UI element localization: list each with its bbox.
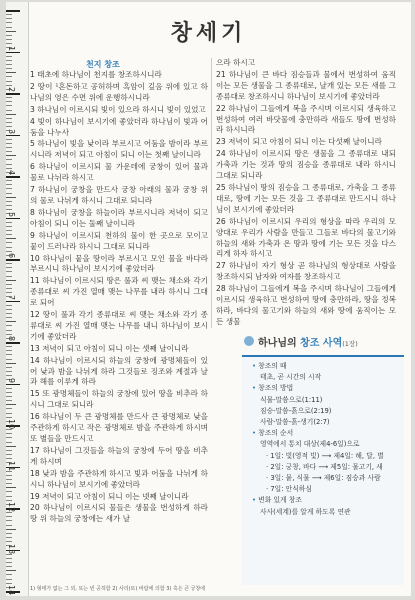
info-box-line: · 2일: 궁창, 바다 ⟶ 제5일: 물고기, 새	[266, 462, 383, 471]
ruler-tick	[6, 218, 20, 220]
verse-paragraph: 28 하나님이 그들에게 복을 주시며 하나님이 그들에게 이르시되 생육하고 번성하여 땅에 충만하라, 땅을 정복하라, 바다의 물고기와 하늘의 새와 땅에 움직이는 모든 생물	[216, 284, 396, 326]
ruler-tick	[6, 450, 12, 451]
ruler-tick	[6, 301, 20, 303]
ruler-tick	[6, 388, 12, 389]
ruler-tick	[6, 267, 12, 268]
info-box-line: 짐승-말씀-흙으로(2:19)	[260, 406, 332, 415]
ruler-tick	[6, 475, 12, 476]
info-box-line: • 창조의 때	[250, 361, 400, 372]
ruler-tick	[6, 238, 16, 239]
ruler-tick	[6, 263, 12, 264]
ruler-number: 10	[7, 419, 16, 430]
ruler-tick	[6, 176, 20, 178]
ruler-tick	[6, 197, 16, 198]
ruler-tick	[6, 93, 20, 95]
ruler-tick	[6, 305, 12, 306]
ruler-tick	[6, 313, 12, 314]
ruler-tick	[6, 168, 12, 169]
column-divider	[211, 58, 212, 328]
ruler-tick	[6, 558, 12, 559]
ruler-tick	[6, 110, 12, 111]
ruler-tick	[6, 516, 12, 517]
bullet-circle-icon	[244, 336, 254, 346]
ruler-number: 5	[7, 211, 16, 217]
info-box-title-prefix: 하나님의	[258, 338, 301, 349]
ruler-tick	[6, 184, 12, 185]
info-box-line: 사람-말씀-흙-생기(2:7)	[260, 418, 330, 427]
ruler-tick	[6, 442, 12, 443]
info-box-line: • 창조의 순서	[250, 428, 400, 439]
ruler-number: 9	[7, 377, 16, 383]
info-box-line: 식물-말씀으로(1:11)	[260, 395, 323, 404]
right-column	[216, 58, 396, 329]
ruler-tick	[6, 52, 20, 54]
ruler-tick	[6, 487, 16, 488]
verse-paragraph: 13 저녁이 되고 아침이 되니 이는 셋째 날이니라	[30, 343, 189, 353]
ruler-tick	[6, 404, 16, 405]
ruler-tick	[6, 242, 12, 243]
info-box-line: • 창조의 방법	[250, 383, 400, 394]
section-heading: 천지 창조	[86, 60, 120, 69]
ruler-tick	[6, 85, 12, 86]
ruler-tick	[6, 10, 20, 12]
verse-paragraph: 25 하나님이 땅의 짐승을 그 종류대로, 가축을 그 종류대로, 땅에 기는 모든 것을 그 종류대로 만드시니 하나님이 보시기에 좋았더라	[216, 182, 396, 214]
verse-paragraph: 24 하나님이 이르시되 땅은 생물을 그 종류대로 내되 가축과 기는 것과 땅의 짐승을 종류대로 내라 하시니 그대로 되니라	[216, 149, 396, 181]
info-box-title-highlight: 창조 사역	[300, 338, 343, 349]
ruler-tick	[6, 325, 12, 326]
ruler-tick	[6, 537, 12, 538]
ruler-tick	[6, 350, 12, 351]
ruler-tick	[6, 454, 12, 455]
ruler-tick	[6, 147, 12, 148]
verse-paragraph: 1 태초에 하나님이 천지를 창조하시니라	[30, 70, 162, 79]
ruler-tick	[6, 101, 12, 102]
verse-paragraph: 14 하나님이 이르시되 하늘의 궁창에 광명체들이 있어 낮과 밤을 나뉘게 하라 그것들로 징조와 계절과 날과 해를 이루게 하라	[30, 355, 208, 387]
ruler-tick	[6, 135, 20, 137]
ruler-tick	[6, 520, 12, 521]
ruler-tick	[6, 143, 12, 144]
info-box-line: · 1일: 빛(영적 빛) ⟶ 제4일: 해, 달, 별	[266, 451, 384, 460]
ruler-tick	[6, 417, 12, 418]
ruler-number: 2	[7, 87, 16, 93]
ruler-tick	[6, 433, 12, 434]
ruler-tick	[6, 525, 12, 526]
ruler-tick	[6, 359, 12, 360]
ruler-tick	[6, 384, 20, 386]
ruler-tick	[6, 583, 12, 584]
ruler-tick	[6, 371, 12, 372]
verse-paragraph: 26 하나님이 이르시되 우리의 형상을 따라 우리의 모양대로 우리가 사람을 만들고 그들로 바다의 물고기와 하늘의 새와 가축과 온 땅과 땅에 기는 모든 것을 다스리게 하자 하시고	[216, 216, 396, 259]
ruler-tick	[6, 496, 12, 497]
bible-page	[6, 2, 411, 596]
ruler-number: 3	[7, 128, 16, 134]
info-box-line: 사사(세계)를 알게 하도록 연관	[260, 507, 351, 516]
verse-paragraph: 18 낮과 밤을 주관하게 하시고 빛과 어둠을 나뉘게 하시니 하나님이 보시기에 좋았더라	[30, 468, 208, 489]
ruler-tick	[6, 483, 12, 484]
ruler-tick	[6, 533, 12, 534]
ruler-number: 6	[7, 253, 16, 259]
ruler-tick	[6, 159, 12, 160]
ruler-tick	[6, 276, 12, 277]
ruler-tick	[6, 479, 12, 480]
ruler-number: 13	[7, 543, 16, 554]
ruler-tick	[6, 458, 12, 459]
ruler-tick	[6, 68, 12, 69]
ruler-number: 1	[7, 45, 16, 51]
ruler-tick	[6, 201, 12, 202]
verse-paragraph: 27 하나님이 자기 형상 곧 하나님의 형상대로 사람을 창조하시되 남자와 여자를 창조하시고	[216, 261, 396, 282]
ruler-tick	[6, 429, 12, 430]
ruler-tick	[6, 400, 12, 401]
ruler-tick	[6, 105, 12, 106]
ruler-tick	[6, 271, 12, 272]
info-box-line: · 3일: 뭍, 식물 ⟶ 제6일: 짐승과 사람	[266, 474, 381, 483]
ruler-tick	[6, 247, 12, 248]
ruler-tick	[6, 81, 12, 82]
ruler-tick	[6, 64, 12, 65]
ruler-tick	[6, 413, 12, 414]
verse-paragraph: 11 하나님이 이르시되 땅은 풀과 씨 맺는 채소와 각기 종류대로 씨 가진 열매 맺는 나무를 내라 하시니 그대로 되어	[30, 276, 208, 308]
verse-paragraph: 16 하나님이 두 큰 광명체를 만드사 큰 광명체로 낮을 주관하게 하시고 작은 광명체로 밤을 주관하게 하시며 또 별들을 만드시고	[30, 412, 208, 443]
info-box-line: 태초, 곧 시간의 시작	[260, 373, 322, 382]
ruler-number: 11	[7, 460, 16, 471]
ruler-tick	[6, 375, 12, 376]
verse-paragraph: 21 하나님이 큰 바다 짐승들과 물에서 번성하여 움직이는 모든 생물을 그 종류대로, 날개 있는 모든 새를 그 종류대로 창조하시니 하나님이 보시기에 좋았더라	[216, 69, 396, 101]
info-box-line: 영역에서 통치 대상(제4-6일)으로	[260, 440, 360, 449]
info-box-title-ref: (1장)	[342, 340, 358, 348]
ruler-tick	[6, 122, 12, 123]
info-box-line: · 7일: 안식하심	[266, 485, 312, 494]
ruler-tick	[6, 180, 12, 181]
ruler-tick	[6, 408, 12, 409]
verse-paragraph: 23 저녁이 되고 아침이 되니 이는 다섯째 날이니라	[216, 137, 382, 147]
ruler-tick	[6, 437, 12, 438]
verse-paragraph: 2 땅이 ¹혼돈하고 공허하며 흑암이 깊음 위에 있고 하나님의 영은 수면 위에 운행하시니라	[30, 81, 208, 102]
ruler-tick	[6, 97, 12, 98]
ruler-tick	[6, 346, 12, 347]
ruler-tick	[6, 288, 12, 289]
verse-paragraph: 3 하나님이 이르시되 빛이 있으라 하시니 빛이 있었고	[30, 104, 206, 114]
ruler-tick	[6, 226, 12, 227]
ruler-tick	[6, 205, 12, 206]
ruler-tick	[6, 512, 12, 513]
ruler-tick	[6, 188, 12, 189]
ruler	[6, 2, 29, 596]
ruler-tick	[6, 367, 12, 368]
ruler-tick	[6, 222, 12, 223]
verse-paragraph: 9 하나님이 이르시되 천하의 물이 한 곳으로 모이고 뭍이 드러나라 하시니 그대로 되니라	[30, 230, 208, 251]
ruler-tick	[6, 126, 12, 127]
verse-paragraph: 5 하나님이 빛을 낮이라 부르시고 어둠을 밤이라 부르시니라 저녁이 되고 아침이 되니 이는 첫째 날이니라	[30, 139, 208, 160]
ruler-tick	[6, 396, 12, 397]
ruler-tick	[6, 579, 12, 580]
ruler-tick	[6, 342, 20, 344]
ruler-number: 14	[7, 585, 16, 596]
ruler-tick	[6, 60, 12, 61]
ruler-tick	[6, 155, 16, 156]
ruler-tick	[6, 139, 12, 140]
ruler-tick	[6, 280, 16, 281]
verse-paragraph: 4 빛이 하나님이 보시기에 좋았더라 하나님이 빛과 어둠을 나누사	[30, 116, 208, 137]
ruler-tick	[6, 72, 16, 73]
footnote: 1) 형태가 없는 그 외, 또는 빈 공허함 2) 사리(또) 바람에 의함 3) 혹은 큰 궁창에	[30, 586, 206, 592]
verse-paragraph: 12 땅이 풀과 각기 종류대로 씨 맺는 채소와 각기 종류대로 씨 가진 열매 맺는 나무를 내니 하나님이 보시기에 좋았더라	[30, 310, 208, 341]
ruler-number: 12	[7, 502, 16, 513]
verse-paragraph: 17 하나님이 그것들을 하늘의 궁창에 두어 땅을 비추게 하시며	[30, 445, 208, 466]
verse-paragraph: 20 하나님이 이르시되 물들은 생물을 번성하게 하라 땅 위 하늘의 궁창에는 새가 날	[30, 503, 208, 524]
ruler-tick	[6, 570, 16, 571]
ruler-tick	[6, 334, 12, 335]
creation-info-box	[242, 334, 404, 576]
ruler-tick	[6, 151, 12, 152]
info-box-line: • 변화 있게 창조	[250, 495, 400, 506]
book-title: 창세기	[170, 21, 247, 46]
ruler-tick	[6, 446, 16, 447]
verse-paragraph: 15 또 광명체들이 하늘의 궁창에 있어 땅을 비추라 하시니 그대로 되니라	[30, 389, 208, 410]
ruler-tick	[6, 284, 12, 285]
ruler-tick	[6, 562, 12, 563]
info-box-heading	[242, 334, 404, 349]
ruler-tick	[6, 491, 12, 492]
ruler-tick	[6, 529, 16, 530]
left-column	[30, 70, 208, 526]
ruler-tick	[6, 164, 12, 165]
ruler-tick	[6, 330, 12, 331]
verse-paragraph: 10 하나님이 뭍을 땅이라 부르시고 모인 물을 바다라 부르시니 하나님이 보시기에 좋았더라	[30, 253, 208, 274]
verse-paragraph: 8 하나님이 궁창을 하늘이라 부르시니라 저녁이 되고 아침이 되니 이는 둘째 날이니라	[30, 207, 208, 228]
verse-paragraph: 19 저녁이 되고 아침이 되니 이는 넷째 날이니라	[30, 491, 189, 501]
ruler-tick	[6, 76, 12, 77]
ruler-tick	[6, 500, 12, 501]
ruler-tick	[6, 574, 12, 575]
ruler-tick	[6, 541, 12, 542]
ruler-tick	[6, 114, 16, 115]
ruler-tick	[6, 234, 12, 235]
ruler-tick	[6, 259, 20, 261]
ruler-number: 7	[7, 294, 16, 300]
verse-paragraph: 6 하나님이 이르시되 물 가운데에 궁창이 있어 물과 물로 나뉘라 하시고	[30, 162, 208, 183]
ruler-tick	[6, 14, 12, 15]
ruler-tick	[6, 56, 12, 57]
verse-paragraph: 7 하나님이 궁창을 만드사 궁창 아래의 물과 궁창 위의 물로 나뉘게 하시니 그대로 되니라	[30, 185, 208, 205]
ruler-tick	[6, 321, 16, 322]
ruler-number: 8	[7, 336, 16, 342]
ruler-tick	[6, 193, 12, 194]
ruler-tick	[6, 566, 12, 567]
ruler-tick	[6, 392, 12, 393]
ruler-tick	[6, 292, 12, 293]
ruler-tick	[6, 251, 12, 252]
ruler-tick	[6, 309, 12, 310]
ruler-tick	[6, 230, 12, 231]
ruler-tick	[6, 209, 12, 210]
ruler-tick	[6, 363, 16, 364]
ruler-tick	[6, 118, 12, 119]
ruler-tick	[6, 317, 12, 318]
ruler-number: 4	[7, 170, 16, 176]
ruler-tick	[6, 354, 12, 355]
info-box-body	[242, 355, 404, 585]
verse-paragraph: 으라 하시고	[216, 58, 256, 67]
verse-paragraph: 22 하나님이 그들에게 복을 주시며 이르시되 생육하고 번성하여 여러 바닷물에 충만하라 새들도 땅에 번성하라 하시니라	[216, 103, 396, 135]
